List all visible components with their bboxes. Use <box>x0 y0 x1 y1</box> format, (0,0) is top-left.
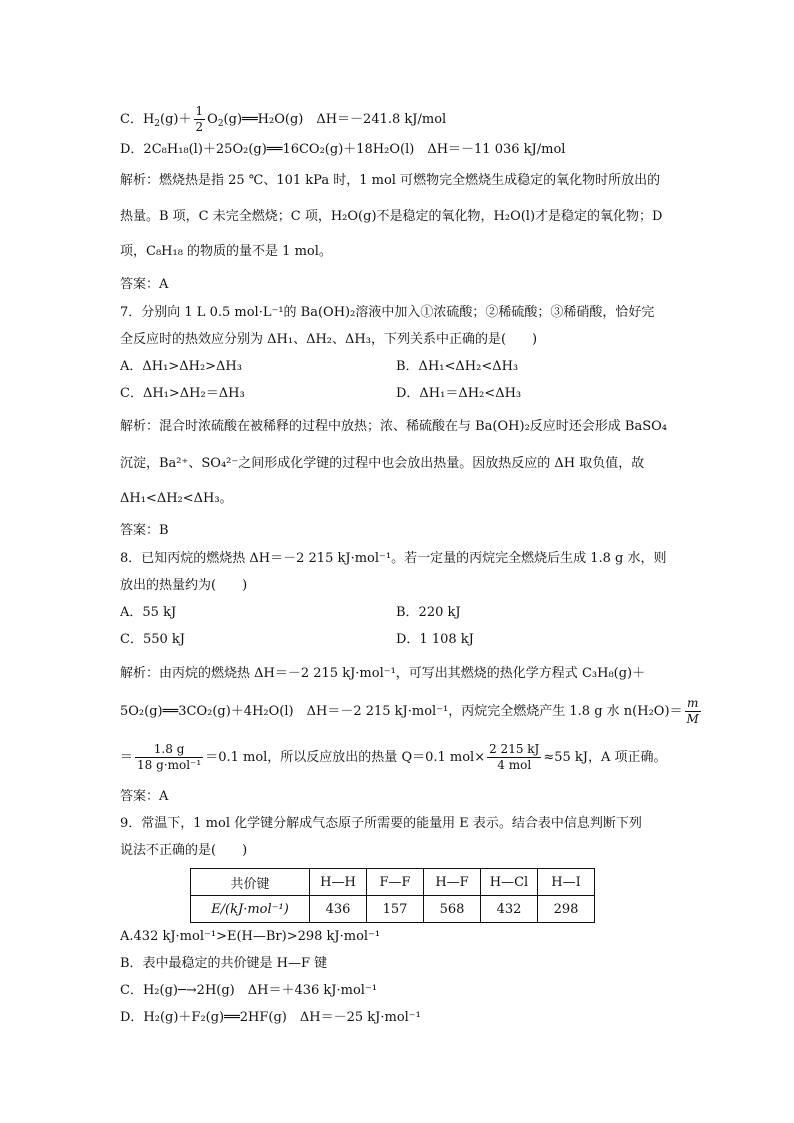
q9-stem-line-1: 9．常温下，1 mol 化学键分解成气态原子所需要的能量用 E 表示。结合表中信息判断下列 <box>120 816 642 831</box>
q6-c-text-3: (g)══H₂O(g) ΔH＝－241.8 kJ/mol <box>223 112 447 127</box>
bond-energy-table <box>190 868 595 923</box>
frac-num: 1 <box>195 104 204 118</box>
table-cell: 568 <box>424 896 481 923</box>
q9-option-a: A.432 kJ·mol⁻¹>E(H—Br)>298 kJ·mol⁻¹ <box>120 929 381 944</box>
q6-c-text-2: O <box>207 112 218 127</box>
q9-stem-line-2: 说法不正确的是( ) <box>120 843 248 858</box>
q8-explanation-line-3 <box>120 742 667 773</box>
fraction-heat-per-mol <box>487 742 541 773</box>
table-header-cell: H—F <box>424 869 481 896</box>
q9-option-d: D．H₂(g)＋F₂(g)══2HF(g) ΔH＝－25 kJ·mol⁻¹ <box>120 1010 421 1025</box>
fraction-m-over-M <box>685 696 701 727</box>
q6-answer: 答案：A <box>120 277 169 292</box>
q8-stem-line-2: 放出的热量约为( ) <box>120 578 248 593</box>
q7-option-c: C．ΔH₁>ΔH₂＝ΔH₃ <box>120 386 245 401</box>
q8-explanation-line-1: 解析：由丙烷的燃烧热 ΔH＝－2 215 kJ·mol⁻¹，可写出其燃烧的热化学方程式 C₃H₈(g)＋ <box>120 666 646 681</box>
q7-stem-line-2: 全反应时的热效应分别为 ΔH₁、ΔH₂、ΔH₃，下列关系中正确的是( ) <box>120 332 538 347</box>
table-header-cell: H—I <box>538 869 595 896</box>
table-header-cell: H—Cl <box>481 869 538 896</box>
q9-option-c: C．H₂(g)─→2H(g) ΔH＝＋436 kJ·mol⁻¹ <box>120 983 378 998</box>
q7-answer: 答案：B <box>120 523 169 538</box>
q8-explanation-line-2 <box>120 696 703 727</box>
frac-den: 4 mol <box>497 758 532 772</box>
fraction-one-half <box>194 104 206 135</box>
q8-stem-line-1: 8．已知丙烷的燃烧热 ΔH＝－2 215 kJ·mol⁻¹。若一定量的丙烷完全燃烧后生成 1.8 g 水，则 <box>120 551 667 566</box>
fraction-mass-over-molar-mass <box>135 742 203 773</box>
q7-option-b: B．ΔH₁<ΔH₂<ΔH₃ <box>396 359 519 374</box>
q8-exp3-mid: ＝0.1 mol，所以反应放出的热量 Q＝0.1 mol× <box>205 750 486 765</box>
q7-option-a: A．ΔH₁>ΔH₂>ΔH₃ <box>120 359 242 374</box>
frac-num: m <box>685 696 701 712</box>
q7-option-d: D．ΔH₁＝ΔH₂<ΔH₃ <box>396 386 522 401</box>
table-row-label: E/(kJ·mol⁻¹) <box>191 896 310 923</box>
q7-explanation-line-2: 沉淀，Ba²⁺、SO₄²⁻之间形成化学键的过程中也会放出热量。因放热反应的 ΔH 取负值，故 <box>120 456 645 471</box>
table-cell: 157 <box>367 896 424 923</box>
table-cell: 436 <box>310 896 367 923</box>
q6-explanation-line-1: 解析：燃烧热是指 25 ℃、101 kPa 时，1 mol 可燃物完全燃烧生成稳定的氧化物时所放出的 <box>120 173 661 188</box>
q7-explanation-line-3: ΔH₁<ΔH₂<ΔH₃。 <box>120 491 233 506</box>
q9-option-b: B．表中最稳定的共价键是 H—F 键 <box>120 956 328 971</box>
frac-num: 2 215 kJ <box>489 742 540 756</box>
frac-den: M <box>686 712 699 726</box>
frac-den: 18 g·mol⁻¹ <box>137 758 202 772</box>
q6-option-c: C．$H_2(g)+$ $\frac{1}{2}$ $O_2(g)══H_2O(g)$ ΔH＝－241.8 kJ/mol <box>120 104 447 134</box>
q8-option-a: A．55 kJ <box>120 605 177 620</box>
q6-explanation-line-3: 项，C₈H₁₈ 的物质的量不是 1 mol。 <box>120 244 332 259</box>
table-cell: 432 <box>481 896 538 923</box>
table-row <box>191 896 595 923</box>
q7-stem-line-1: 7．分别向 1 L 0.5 mol·L⁻¹的 Ba(OH)₂溶液中加入①浓硫酸；②稀硫酸；③稀硝酸，恰好完 <box>120 305 655 320</box>
table-cell: 298 <box>538 896 595 923</box>
q8-option-c: C．550 kJ <box>120 632 185 647</box>
q7-explanation-line-1: 解析：混合时浓硫酸在被稀释的过程中放热；浓、稀硫酸在与 Ba(OH)₂反应时还会形成 BaSO₄ <box>120 419 667 434</box>
table-header-row <box>191 869 595 896</box>
q8-exp2-text: 5O₂(g)══3CO₂(g)＋4H₂O(l) ΔH＝－2 215 kJ·mol⁻¹，丙烷完全燃烧产生 1.8 g 水 n(H₂O)＝ <box>120 704 683 719</box>
table-header-cell: H—H <box>310 869 367 896</box>
frac-den: 2 <box>195 120 204 134</box>
q8-option-d: D．1 108 kJ <box>396 632 474 647</box>
table-header-cell: 共价键 <box>191 869 310 896</box>
q8-answer: 答案：A <box>120 789 169 804</box>
q6-c-text-g: (g)＋ <box>160 112 192 127</box>
q6-c-text-1: C．H <box>120 112 155 127</box>
q8-exp3-eq: ＝ <box>120 750 134 765</box>
table-header-cell: F—F <box>367 869 424 896</box>
frac-num: 1.8 g <box>135 742 203 758</box>
q6-option-d: D．2C₈H₁₈(l)＋25O₂(g)══16CO₂(g)＋18H₂O(l) ΔH＝－11 036 kJ/mol <box>120 142 566 157</box>
q8-exp3-post: ≈55 kJ，A 项正确。 <box>543 750 667 765</box>
q8-option-b: B．220 kJ <box>396 605 461 620</box>
q6-explanation-line-2: 热量。B 项，C 未完全燃烧；C 项，H₂O(g)不是稳定的氧化物，H₂O(l)才是稳定的氧化物；D <box>120 209 663 224</box>
